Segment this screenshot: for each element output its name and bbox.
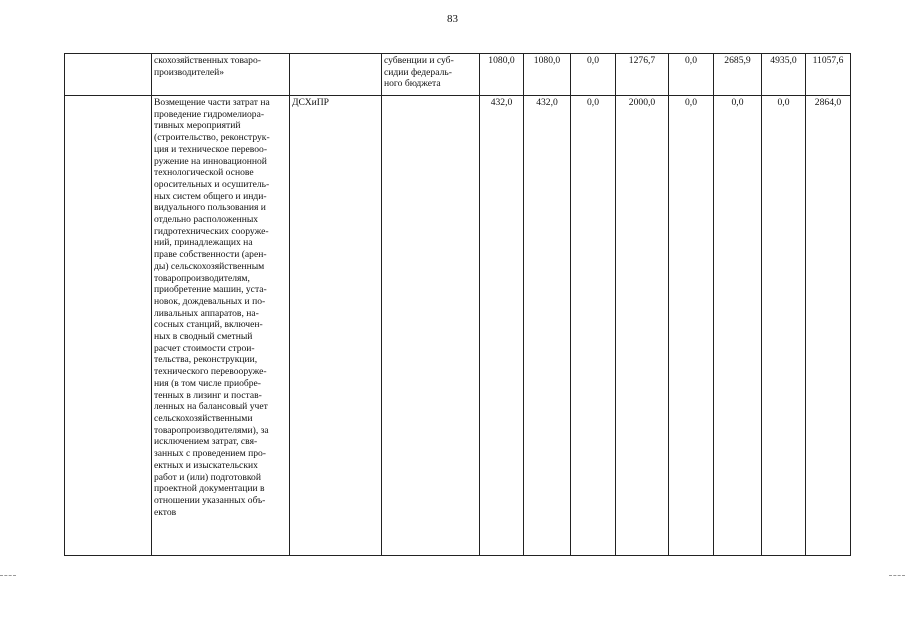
executor-cell <box>290 54 382 96</box>
value-cell: 0,0 <box>714 96 762 556</box>
activity-name-cell: скохозяйственных товаро- производителей» <box>152 54 290 96</box>
activity-name-cell: Возмещение части затрат на проведение гидромелиора- тивных мероприятий (строительство, реконструк- ция и техническое перевоо- ружение на инновационной технологической основе оросительных и осушитель- ных систем общего и инди- видуального пользования и отдельно расположенных гидротехнических сооруже- ний, принадлежащих на праве собственности (арен- ды) сельскохозяйственным товаропроизводителям, приобретение машин, уста- новок, дождевальных и по- ливальных аппаратов, на- сосных станций, включен- ных в сводный сметный расчет стоимости строи- тельства, реконструкции, технического перевооруже- ния (в том числе приобре- тенных в лизинг и постав- ленных на балансовый учет сельскохозяйственными товаропроизводителями), за исключением затрат, свя- занных с проведением про- ектных и изыскательских работ и (или) подготовкой проектной документации в отношении указанных объ- ектов <box>152 96 290 556</box>
value-cell: 432,0 <box>524 96 571 556</box>
value-cell: 11057,6 <box>806 54 851 96</box>
value-cell: 1276,7 <box>616 54 669 96</box>
value-cell: 2000,0 <box>616 96 669 556</box>
table-row <box>65 96 851 556</box>
value-cell: 432,0 <box>480 96 524 556</box>
right-cut-mark <box>889 575 905 576</box>
page-number: 83 <box>447 13 458 25</box>
value-cell: 1080,0 <box>524 54 571 96</box>
row-number-cell <box>65 54 152 96</box>
value-cell: 2864,0 <box>806 96 851 556</box>
left-cut-mark <box>0 575 16 576</box>
value-cell: 0,0 <box>571 96 616 556</box>
value-cell: 2685,9 <box>714 54 762 96</box>
funding-source-cell <box>382 96 480 556</box>
value-cell: 4935,0 <box>762 54 806 96</box>
value-cell: 1080,0 <box>480 54 524 96</box>
executor-cell: ДСХиПР <box>290 96 382 556</box>
budget-table <box>64 53 851 556</box>
value-cell: 0,0 <box>571 54 616 96</box>
table-row <box>65 54 851 96</box>
value-cell: 0,0 <box>669 54 714 96</box>
value-cell: 0,0 <box>669 96 714 556</box>
row-number-cell <box>65 96 152 556</box>
funding-source-cell: субвенции и суб- сидии федераль- ного бюджета <box>382 54 480 96</box>
value-cell: 0,0 <box>762 96 806 556</box>
